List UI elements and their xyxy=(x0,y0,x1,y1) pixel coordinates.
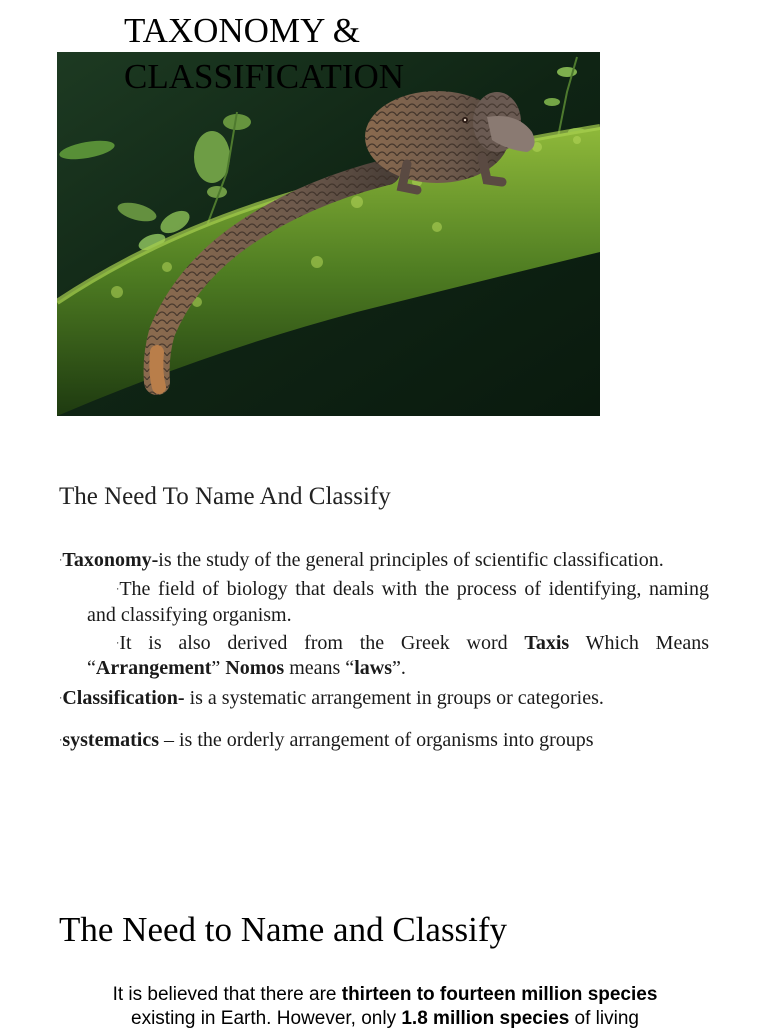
greek-text-part: It is also derived from the Greek word xyxy=(119,631,525,654)
systematics-definition xyxy=(59,728,709,753)
arrangement-word: Arrangement xyxy=(95,657,212,680)
definitions-block xyxy=(59,548,709,753)
second-section-heading: The Need to Name and Classify xyxy=(59,910,508,949)
greek-text-part: Which Means “ xyxy=(87,631,709,680)
species-text-part: It is believed that there are xyxy=(112,984,342,1005)
classification-text: is a systematic arrangement in groups or categories. xyxy=(184,687,604,710)
laws-word: laws xyxy=(354,657,392,680)
classification-definition xyxy=(59,686,709,711)
greek-text-part: ”. xyxy=(391,657,406,680)
greek-text-part: ” xyxy=(211,657,226,680)
bullet-point: · xyxy=(116,584,120,596)
known-species-emphasis: 1.8 million species xyxy=(401,1008,570,1029)
bullet-point: · xyxy=(59,735,63,747)
taxonomy-definition xyxy=(59,548,709,573)
bullet-point: · xyxy=(116,638,120,650)
bullet-point: · xyxy=(59,555,63,567)
slide-title: TAXONOMY & CLASSIFICATION xyxy=(124,11,405,96)
taxonomy-term: Taxonomy- xyxy=(62,549,159,571)
species-text-part: existing in Earth. However, only xyxy=(131,1008,402,1029)
classification-term: Classification- xyxy=(62,687,185,710)
species-text-part: of living xyxy=(569,1008,639,1029)
greek-text-part: means “ xyxy=(284,657,355,680)
field-of-biology-text xyxy=(87,577,709,626)
nomos-word: Nomos xyxy=(225,657,285,680)
greek-origin-text xyxy=(87,631,709,680)
systematics-term: systematics xyxy=(62,728,159,751)
taxis-word: Taxis xyxy=(524,631,570,654)
bullet-point: · xyxy=(59,693,63,705)
field-text: The field of biology that deals with the process of identifying, naming and classifying organism. xyxy=(87,578,709,626)
systematics-text: – is the orderly arrangement of organisms into groups xyxy=(158,728,594,751)
taxonomy-text: is the study of the general principles of scientific classification. xyxy=(158,549,664,571)
section-heading: The Need To Name And Classify xyxy=(59,483,391,510)
pangolin-photo xyxy=(57,52,600,416)
species-count-emphasis: thirteen to fourteen million species xyxy=(341,984,658,1005)
